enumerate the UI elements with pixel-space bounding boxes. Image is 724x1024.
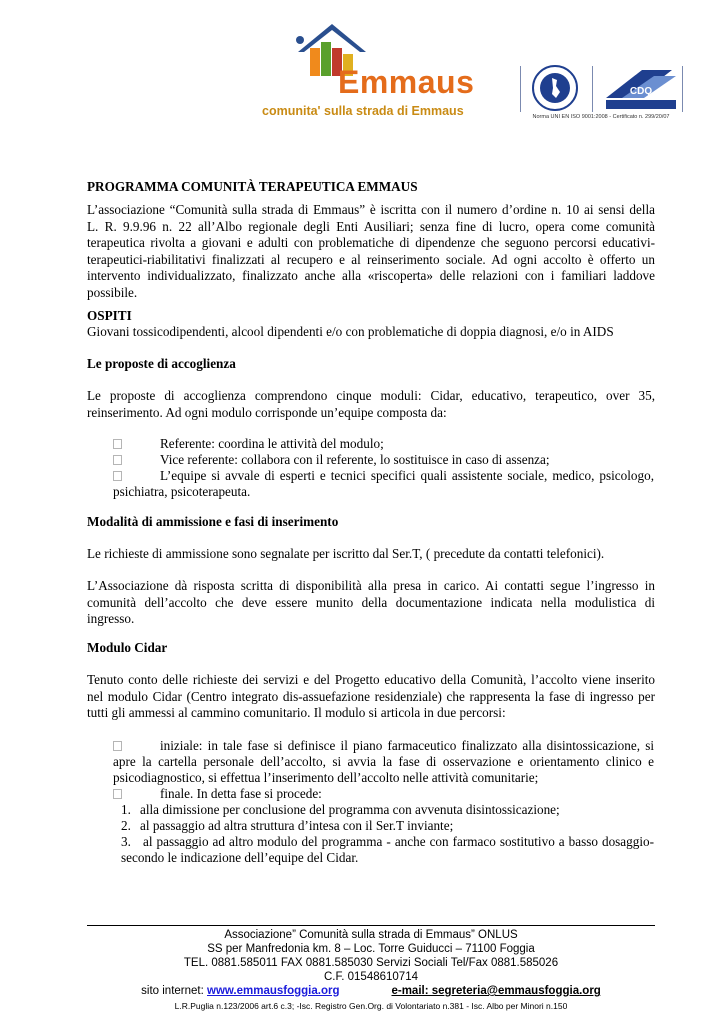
numbered-item-number: 2. (121, 818, 131, 833)
proposte-line: reinserimento. Ad ogni modulo corrisponde un’equipe composta da: (87, 404, 447, 420)
cidar-line: Tenuto conto delle richieste dei servizi e del Progetto educativo della Comunità, l’accolto viene inserito (87, 672, 655, 687)
email-link[interactable]: e-mail: segreteria@emmausfoggia.org (391, 985, 601, 997)
svg-text:CDQ: CDQ (629, 86, 653, 97)
footer-contacts (87, 984, 655, 998)
ammissione-text: Le richieste di ammissione sono segnalate per iscritto dal Ser.T, ( precedute da contatti telefonici). (87, 546, 605, 561)
divider (520, 66, 521, 112)
bullet-box-icon (113, 789, 122, 799)
intro-line: terapeutica rivolta a giovani e adulti con problematiche di dipendenze che seguono percorsi educativi- (87, 235, 655, 250)
section-heading-ammissione: Modalità di ammissione e fasi di inserimento (87, 514, 339, 529)
intro-line: possibile. (87, 284, 138, 300)
risposta-line: comunità dell’accolto che deve essere munito della documentazione indicata nella modulistica di (87, 594, 655, 610)
finale-text: finale. In detta fase si procede: (160, 786, 322, 801)
proposte-paragraph (87, 388, 655, 421)
website-link[interactable]: www.emmausfoggia.org (207, 985, 340, 997)
list-item (113, 452, 122, 469)
numbered-item-continuation: secondo le indicazione dell’equipe del Cidar. (121, 850, 359, 865)
intro-line: L. R. 9.9.96 n. 22 all’Albo regionale degli Enti Ausiliari; senza fine di lucro, opera come comunità (87, 218, 655, 234)
numbered-item-number: 3. (121, 834, 131, 849)
numbered-item-text: al passaggio ad altro modulo del programma - anche con farmaco sostitutivo a basso dosaggio- (143, 834, 654, 849)
bullet-box-icon (113, 439, 122, 449)
intro-line: intervento individualizzato, finalizzato anche alla «riscoperta» delle relazioni con i familiari laddove (87, 268, 655, 283)
proposte-line: Le proposte di accoglienza comprendono cinque moduli: Cidar, educativo, terapeutico, over 35, (87, 388, 655, 403)
footer-address: SS per Manfredonia km. 8 – Loc. Torre Guiducci – 71100 Foggia (207, 943, 535, 955)
bullet-box-icon (113, 741, 122, 751)
footer-tax-code: C.F. 01548610714 (324, 971, 418, 983)
iniziale-continuation: apre la cartella personale dell’accolto, si avvia la fase di osservazione e orientamento clinico e (113, 754, 654, 769)
bullet-box-icon (113, 455, 122, 465)
risposta-line: ingresso. (87, 611, 135, 626)
ospiti-text: Giovani tossicodipendenti, alcool dipendenti e/o con problematiche di doppia diagnosi, e/o in AIDS (87, 324, 614, 339)
intro-line: terapeutici-riabilitativi finalizzati al recupero e al reinserimento sociale. Ad ogni accolto è offerto un (87, 251, 655, 267)
numbered-item-text: al passaggio ad altra struttura d’intesa con il Ser.T inviante; (140, 818, 454, 833)
risposta-line: L’Associazione dà risposta scritta di disponibilità alla presa in carico. Ai contatti segue l’ingresso in (87, 578, 655, 593)
numbered-item-number: 1. (121, 802, 131, 817)
intro-line: L’associazione “Comunità sulla strada di Emmaus” è iscritta con il numero d’ordine n. 10 ai sensi della (87, 202, 655, 217)
footer-site-label: sito internet: (141, 985, 207, 997)
footer-org-name: Associazione” Comunità sulla strada di Emmaus” ONLUS (224, 929, 518, 941)
footer-divider (87, 925, 655, 926)
accredia-seal-icon (530, 64, 580, 112)
iniziale-text: iniziale: in tale fase si definisce il piano farmaceutico finalizzato alla disintossicazione, si (160, 738, 654, 753)
document-title: PROGRAMMA COMUNITÀ TERAPEUTICA EMMAUS (87, 179, 418, 194)
intro-paragraph (87, 202, 655, 301)
logo-tagline: comunita' sulla strada di Emmaus (262, 104, 464, 118)
list-item (113, 436, 122, 453)
list-item (113, 468, 122, 485)
bullet-box-icon (113, 471, 122, 481)
section-heading-cidar: Modulo Cidar (87, 640, 168, 655)
footer-phone: TEL. 0881.585011 FAX 0881.585030 Servizi Sociali Tel/Fax 0881.585026 (183, 957, 559, 969)
certification-logos (516, 62, 686, 124)
list-item (113, 786, 122, 803)
iniziale-continuation: psicodiagnostico, si effettua l’inserimento dell’accolto nelle attività comunitarie; (113, 770, 539, 785)
cidar-line: tutti gli ammessi al cammino comunitario. Il modulo si articola in due percorsi: (87, 705, 506, 720)
risposta-paragraph (87, 578, 655, 628)
divider (592, 66, 593, 112)
cidar-paragraph (87, 672, 655, 722)
footer-legal: L.R.Puglia n.123/2006 art.6 c.3; -Isc. Registro Gen.Org. di Volontariato n.381 - Isc. Albo per Minori n.150 (174, 1001, 568, 1011)
equipe-item: Referente: coordina le attività del modulo; (160, 436, 384, 451)
list-item (113, 738, 122, 755)
numbered-item-text: alla dimissione per conclusione del programma con avvenuta disintossicazione; (140, 802, 560, 817)
divider (682, 66, 683, 112)
section-heading-ospiti: OSPITI (87, 308, 132, 323)
equipe-item: Vice referente: collabora con il referente, lo sostituisce in caso di assenza; (160, 452, 550, 467)
logo-wordmark: Emmaus (338, 64, 475, 100)
certification-caption: Norma UNI EN ISO 9001:2008 - Certificato n. 299/20/07 (532, 114, 670, 120)
cidar-line: nel modulo Cidar (Centro integrato dis-assuefazione residenziale) che rappresenta la fase di ingresso per (87, 688, 655, 704)
section-heading-proposte: Le proposte di accoglienza (87, 356, 236, 371)
equipe-item: L’equipe si avvale di esperti e tecnici specifici quali assistente sociale, medico, psicologo, (160, 468, 654, 483)
equipe-item-continuation: psichiatra, psicoterapeuta. (113, 484, 251, 499)
cdq-logo-icon (602, 64, 680, 112)
